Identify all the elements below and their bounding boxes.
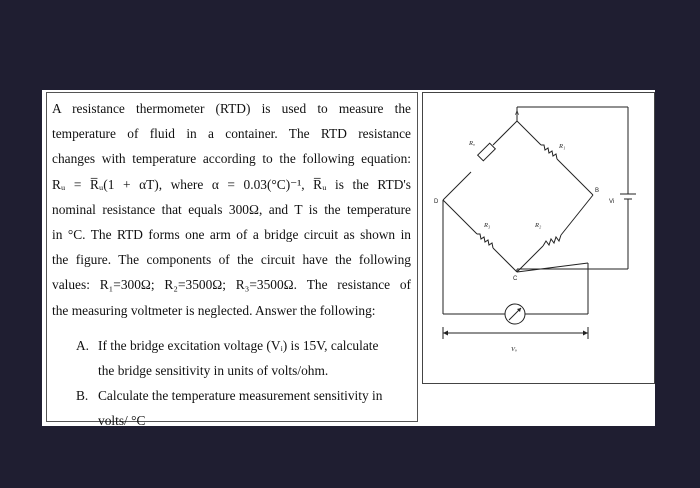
r1-label: R₁ [559,143,566,150]
r3-label: R₃ [484,222,491,229]
wire-d-r3 [443,200,477,234]
rtd-resistor-ru [478,143,496,161]
node-d-label: D [434,199,439,205]
problem-card [42,90,655,429]
part-a-letter: A. [76,337,90,353]
problem-line-5: nominal resistance that equals 300Ω, and T is the temperature [52,201,411,217]
wire-d-ru [443,172,471,200]
part-b-line-1: Calculate the temperature measurement sensitivity in [98,388,383,404]
wire-r2-b [561,195,593,235]
wire-c-r2 [517,246,543,272]
problem-line-1: A resistance thermometer (RTD) is used to measure the [52,101,411,116]
problem-line-2: temperature of fluid in a container. The RTD resistance [52,126,411,142]
vo-label: Vₒ [511,346,517,353]
problem-line-7: the figure. The components of the circuit have the following [52,252,411,268]
resistor-r1-zigzag [541,145,557,159]
problem-line-8: values: R₁=300Ω; R₂=3500Ω; R₃=3500Ω. The resistance of [52,277,411,293]
problem-line-9: the measuring voltmeter is neglected. Answer the following: [52,302,376,318]
part-a-line-1: If the bridge excitation voltage (Vᵢ) is 15V, calculate [98,337,379,353]
vo-arrow-right [583,331,588,336]
wire-a-r1 [517,121,541,145]
part-b-line-2: volts/ °C [98,413,146,429]
problem-line-6: in °C. The RTD forms one arm of a bridge circuit as shown in [52,227,411,243]
wire-ru-a [493,121,517,145]
question-parts [52,333,411,434]
wire-r3-c [493,248,517,272]
wire-r1-b [557,159,593,195]
r2-label: R₂ [535,222,542,229]
bridge-circuit-diagram [423,93,656,385]
resistor-r2-zigzag [543,235,561,246]
vi-label: Vi [609,199,615,205]
part-b [76,383,411,433]
node-a-label: A [515,111,520,117]
wire-meter-c [517,263,588,272]
vo-arrow-left [443,331,448,336]
part-b-text [98,383,411,433]
part-b-letter: B. [76,388,89,404]
part-a [76,333,411,383]
node-c-label: C [513,276,518,282]
part-a-line-2: the bridge sensitivity in units of volts/ohm. [98,363,329,379]
problem-statement [46,92,418,429]
problem-body [52,96,411,323]
bridge-circuit-figure [422,92,655,384]
part-a-text [98,333,411,383]
problem-line-3: changes with temperature according to the following equation: [52,151,411,167]
problem-line-4-equation: Rᵤ = R̅ᵤ(1 + αT), where α = 0.03(°C)⁻¹, R̅ᵤ is the RTD's [52,176,411,192]
resistor-r3-zigzag [477,234,493,248]
node-b-label: B [595,188,600,194]
ru-label: Rᵤ [469,140,475,147]
